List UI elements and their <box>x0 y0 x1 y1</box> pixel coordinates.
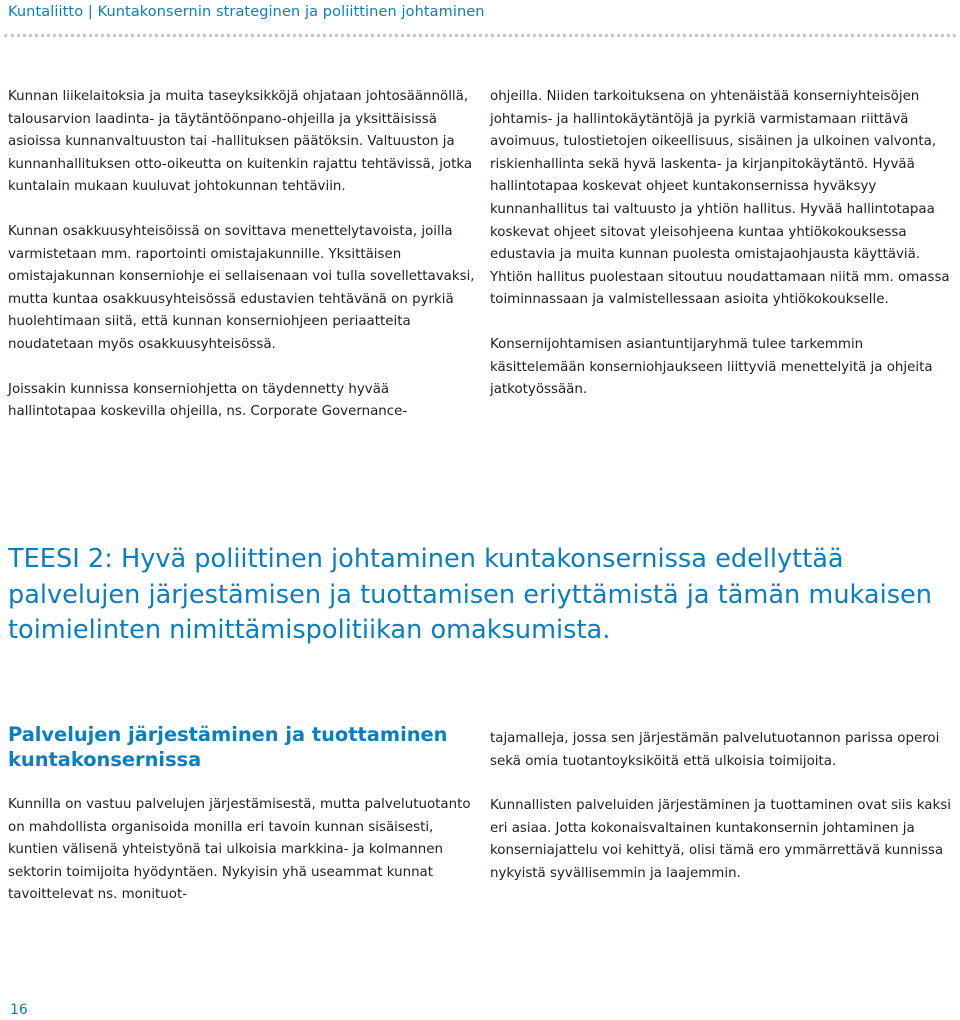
running-header: Kuntaliitto | Kuntakonsernin strateginen ja poliittinen johtaminen <box>8 4 485 20</box>
paragraph: Konsernijohtamisen asiantuntijaryhmä tulee tarkemmin käsittelemään konserniohjaukseen liittyviä menettelyitä ja ohjeita jatkotyössään. <box>490 336 933 398</box>
bottom-right-column <box>490 728 952 886</box>
paragraph: tajamalleja, jossa sen järjestämän palvelutuotannon parissa operoi sekä omia tuotantoyksiköitä että ulkoisia toimijoita. <box>490 731 940 769</box>
top-right-column <box>490 86 952 402</box>
paragraph: Kunnan osakkuusyhteisöissä on sovittava menettelytavoista, joilla varmistetaan mm. raportointi omistajakunnille. Yksittäisen omistajakunnan konserniohje ei sellaisenaan voi tulla sovellettavaksi, mutta kuntaa osakkuusyhteisössä edustavien tehtävänä on pyrkiä huolehtimaan siitä, että kunnan konserniohjeen periaatteita noudatetaan myös osakkuusyhteisössä. <box>8 223 475 352</box>
dotted-divider <box>4 34 956 37</box>
page-number: 16 <box>10 1002 28 1018</box>
paragraph: ohjeilla. Niiden tarkoituksena on yhtenäistää konserniyhteisöjen johtamis- ja hallintokäytäntöjä ja pyrkiä varmistamaan riittävä avoimuus, tulostietojen oikeellisuus, sisäinen ja ulkoinen valvonta, riskienhallinta sekä hyvä laskenta- ja kirjanpitokäytäntö. Hyvää hallintotapaa koskevat ohjeet kuntakonsernissa hyväksyy kunnanhallitus tai valtuusto ja yhtiön hallitus. Hyvää hallintotapaa koskevat ohjeet sitovat yleisohjeena kuntaa yhtiökokouksessa edustavia ja muita kunnan puolesta omistajaohjausta käyttäviä. Yhtiön hallitus puolestaan sitoutuu noudattamaan niitä mm. omassa toiminnassaan ja valmistellessaan asioita yhtiökokoukselle. <box>490 89 950 308</box>
paragraph: Joissakin kunnissa konserniohjetta on täydennetty hyvää hallintotapaa koskevilla ohjeilla, ns. Corporate Governance- <box>8 381 408 420</box>
section-heading: Palvelujen järjestäminen ja tuottaminen kuntakonsernissa <box>8 723 448 771</box>
thesis-statement: TEESI 2: Hyvä poliittinen johtaminen kuntakonsernissa edellyttää palvelujen järjestämisen ja tuottamisen eriyttämistä ja tämän mukaisen toimielinten nimittämispolitiikan omaksumista. <box>8 544 933 645</box>
bottom-left-column <box>8 794 478 907</box>
paragraph: Kunnan liikelaitoksia ja muita taseyksikköjä ohjataan johtosäännöllä, talousarvion laadinta- ja täytäntöönpano-ohjeilla ja yksittäisissä asioissa kunnanvaltuuston tai -hallituksen päätöksin. Valtuuston ja kunnanhallituksen otto-oikeutta on kuitenkin rajattu tehtävissä, jotka kuntalain mukaan kuuluvat johtokunnan tehtäviin. <box>8 89 473 195</box>
paragraph: Kunnilla on vastuu palvelujen järjestämisestä, mutta palvelutuotanto on mahdollista organisoida monilla eri tavoin kunnan sisäisesti, kuntien välisenä yhteistyönä tai ulkoisia markkina- ja kolmannen sektorin toimijoita hyödyntäen. Nykyisin yhä useammat kunnat tavoittelevat ns. monituot- <box>8 797 471 903</box>
top-left-column <box>8 86 478 424</box>
paragraph: Kunnallisten palveluiden järjestäminen ja tuottaminen ovat siis kaksi eri asiaa. Jotta kokonaisvaltainen kuntakonsernin johtaminen ja konserniajattelu voi kehittyä, olisi tämä ero ymmärrettävä kunnissa nykyistä syvällisemmin ja laajemmin. <box>490 798 951 881</box>
